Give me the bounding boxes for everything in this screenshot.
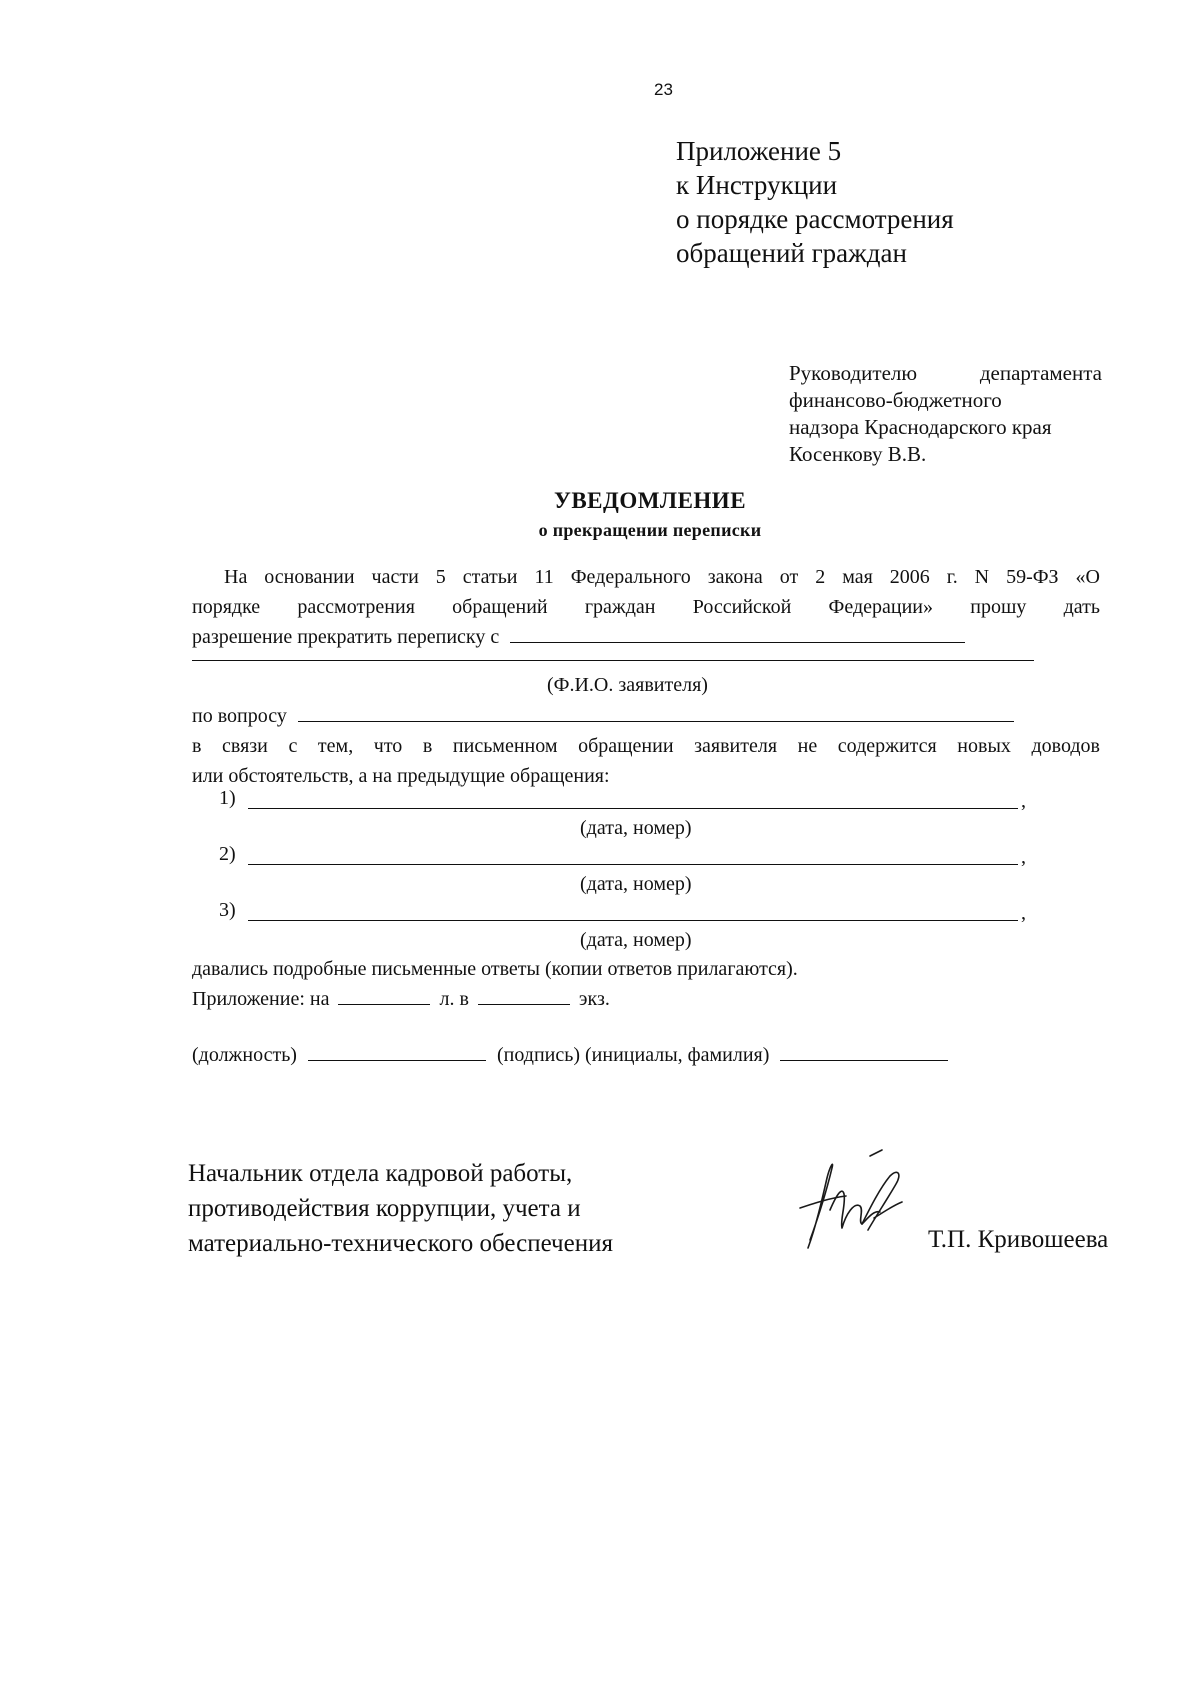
addressee-word: департамента: [979, 361, 1102, 385]
signatory-position: [188, 1156, 613, 1261]
body-line: [192, 622, 1100, 652]
addressee-line: финансово-бюджетного: [789, 388, 1002, 412]
body-paragraph: [192, 731, 1100, 791]
item-number: 2): [219, 843, 236, 865]
signatory-line: материально-технического обеспечения: [188, 1230, 613, 1257]
fio-caption: (Ф.И.О. заявителя): [547, 674, 708, 696]
body-line: в связи с тем, что в письменном обращении заявителя не содержится новых доводов: [192, 735, 1100, 757]
copies-blank-line: [478, 986, 570, 1005]
attachment-mid: л. в: [439, 988, 469, 1010]
body-text: разрешение прекратить переписку с: [192, 626, 500, 648]
pages-blank-line: [338, 986, 430, 1005]
signatory-name: Т.П. Кривошеева: [928, 1226, 1109, 1253]
addressee-block: [789, 360, 1102, 468]
item-blank-line: [248, 864, 1018, 865]
item-number: 3): [219, 899, 236, 921]
answers-line: давались подробные письменные ответы (копии ответов прилагаются).: [192, 958, 798, 980]
appendix-heading: [676, 134, 954, 270]
applicant-blank-line: [510, 624, 965, 643]
item-caption: (дата, номер): [580, 873, 692, 895]
body-line: или обстоятельств, а на предыдущие обращения:: [192, 765, 610, 787]
attachment-prefix: Приложение: на: [192, 988, 330, 1010]
item-blank-line: [248, 920, 1018, 921]
item-blank-line: [248, 808, 1018, 809]
addressee-line: Косенкову В.В.: [789, 442, 927, 466]
question-blank-line: [298, 703, 1014, 722]
name-blank-line: [780, 1042, 948, 1061]
body-line: На основании части 5 статьи 11 Федерального закона от 2 мая 2006 г. N 59-ФЗ «О: [224, 566, 1100, 588]
appendix-line: обращений граждан: [676, 238, 907, 268]
addressee-line: надзора Краснодарского края: [789, 415, 1052, 439]
appendix-line: о порядке рассмотрения: [676, 204, 954, 234]
appendix-line: Приложение 5: [676, 136, 842, 166]
question-row: [192, 703, 1014, 728]
addressee-word: Руководителю: [789, 361, 918, 385]
addressee-line: [789, 360, 1102, 387]
handwritten-signature: [770, 1148, 930, 1258]
signatory-line: Начальник отдела кадровой работы,: [188, 1160, 573, 1187]
body-line: порядке рассмотрения обращений граждан Российской Федерации» прошу дать: [192, 596, 1100, 618]
document-subtitle: о прекращении переписки: [538, 520, 762, 540]
item-comma: ,: [1021, 846, 1026, 868]
item-caption: (дата, номер): [580, 929, 692, 951]
position-blank-line: [308, 1042, 486, 1061]
item-comma: ,: [1021, 902, 1026, 924]
applicant-name-line: [192, 660, 1034, 661]
document-title: УВЕДОМЛЕНИЕ: [553, 488, 747, 513]
item-caption: (дата, номер): [580, 817, 692, 839]
signatory-line: противодействия коррупции, учета и: [188, 1195, 581, 1222]
appendix-line: к Инструкции: [676, 170, 838, 200]
item-comma: ,: [1021, 790, 1026, 812]
attachment-row: [192, 986, 610, 1011]
signature-fields-row: [192, 1042, 948, 1067]
position-label: (должность): [192, 1044, 297, 1066]
attachment-suffix: экз.: [578, 988, 610, 1010]
page-number: 23: [654, 80, 673, 99]
sign-label: (подпись) (инициалы, фамилия): [496, 1044, 770, 1066]
question-label: по вопросу: [192, 705, 287, 727]
body-paragraph: [192, 562, 1100, 652]
item-number: 1): [219, 787, 236, 809]
